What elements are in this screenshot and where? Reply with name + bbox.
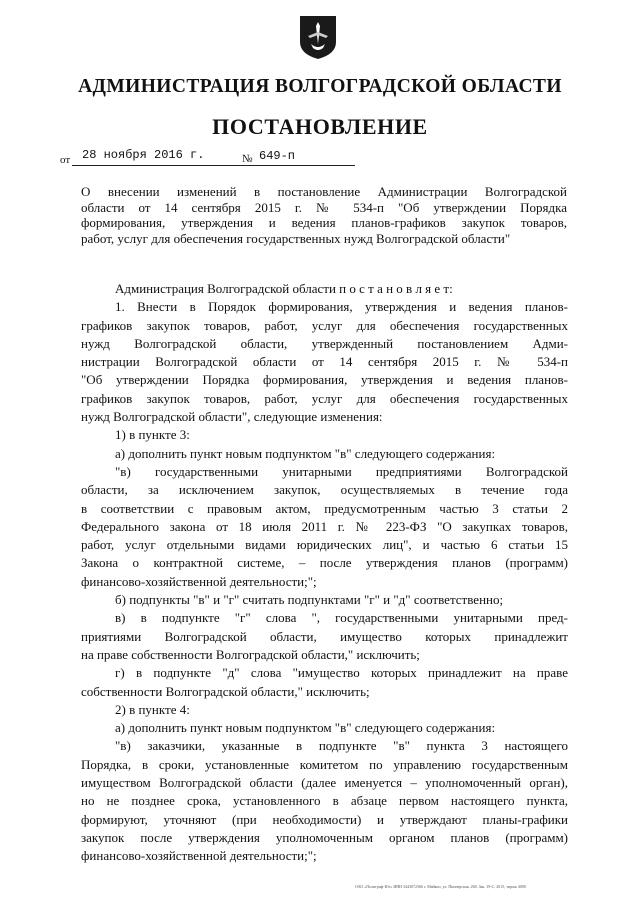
body-line: но не позднее срока, установленного в абзаце первом настоящего пункта, bbox=[81, 793, 568, 809]
body-line: приятиями Волгоградской области, имущество которых принадлежит bbox=[81, 628, 568, 644]
document-type-title: ПОСТАНОВЛЕНИЕ bbox=[212, 114, 428, 139]
body-line: формируют, уточняют (при необходимости) и утверждают планы-графики bbox=[81, 811, 568, 827]
document-number: 649-п bbox=[259, 149, 296, 163]
document-body bbox=[81, 280, 568, 866]
body-line: на праве собственности Волгоградской области," исключить; bbox=[81, 646, 420, 662]
body-line: Порядка, в сроки, установленные комитетом по управлению государственным bbox=[81, 756, 568, 772]
body-line: Администрация Волгоградской области п о с т а н о в л я е т: bbox=[115, 281, 453, 296]
body-line: "в) государственными унитарными предприятиями Волгоградской bbox=[115, 463, 568, 479]
subject-line: О внесении изменений в постановление Администрации Волгоградской bbox=[81, 184, 567, 199]
body-line: графиков закупок товаров, работ, услуг для обеспечения государственных bbox=[81, 390, 568, 406]
date-value: 28 ноября 2016 г. bbox=[82, 148, 205, 162]
date-underline bbox=[72, 165, 282, 166]
body-line: закупок после утверждения уполномоченным органом планов (программ) bbox=[81, 829, 568, 845]
subject-line: области от 14 сентября 2015 г. № 534-п "Об утверждении Порядка bbox=[81, 199, 567, 215]
body-line: области, за исключением закупок, осуществляемых в течение года bbox=[81, 482, 568, 498]
date-number-row bbox=[60, 148, 360, 168]
body-line: нужд Волгоградской области", следующие изменения: bbox=[81, 409, 383, 425]
body-line: нужд Волгоградской области, утвержденный постановлением Адми- bbox=[81, 335, 568, 351]
number-sign: № bbox=[242, 153, 253, 165]
body-line: 2) в пункте 4: bbox=[115, 701, 190, 717]
body-line: г) в подпункте "д" слова "имущество которых принадлежит на праве bbox=[115, 665, 568, 681]
body-line: Закона о контрактной системе, – после утверждения планов (программ) bbox=[81, 555, 568, 571]
body-line: нистрации Волгоградской области от 14 сентября 2015 г. № 534-п bbox=[81, 354, 568, 370]
subject-line: работ, услуг для обеспечения государственных нужд Волгоградской области" bbox=[81, 230, 511, 246]
body-line: в) в подпункте "г" слова ", государственными унитарными пред- bbox=[115, 610, 568, 626]
printer-imprint: ОАО «Полиграф-Юг» ИНН 3443072366 г. Майкоп, ул. Пионерская, 268. Зак. 19-С, 2015, тираж 4000 bbox=[355, 884, 526, 889]
coat-of-arms-icon bbox=[298, 14, 338, 60]
body-line: а) дополнить пункт новым подпунктом "в" следующего содержания: bbox=[115, 720, 496, 736]
body-line: графиков закупок товаров, работ, услуг для обеспечения государственных bbox=[81, 317, 568, 333]
body-line: финансово-хозяйственной деятельности;"; bbox=[81, 848, 317, 864]
document-subject bbox=[81, 184, 567, 246]
body-line: а) дополнить пункт новым подпунктом "в" следующего содержания: bbox=[115, 445, 496, 461]
body-line: в соответствии с правовым актом, предусмотренным частью 3 статьи 2 bbox=[81, 500, 568, 516]
body-line: б) подпункты "в" и "г" считать подпунктами "г" и "д" соответственно; bbox=[115, 592, 504, 608]
body-line: собственности Волгоградской области," исключить; bbox=[81, 683, 370, 699]
date-prefix: от bbox=[60, 154, 71, 166]
body-line: Федерального закона от 18 июля 2011 г. № 223-ФЗ "О закупках товаров, bbox=[81, 518, 568, 534]
body-line: "Об утверждении Порядка формирования, утверждения и ведения планов- bbox=[81, 372, 568, 388]
body-line: "в) заказчики, указанные в подпункте "в" пункта 3 настоящего bbox=[115, 738, 568, 754]
organization-name: АДМИНИСТРАЦИЯ ВОЛГОГРАДСКОЙ ОБЛАСТИ bbox=[78, 76, 562, 97]
body-line: 1. Внести в Порядок формирования, утверждения и ведения планов- bbox=[115, 299, 568, 315]
body-line: финансово-хозяйственной деятельности;"; bbox=[81, 573, 317, 589]
body-line: имуществом Волгоградской области (далее именуется – уполномоченный орган), bbox=[81, 775, 568, 791]
body-line: 1) в пункте 3: bbox=[115, 427, 190, 443]
body-line: работ, услуг отдельными видами юридических лиц", и частью 6 статьи 15 bbox=[81, 537, 568, 553]
subject-line: формирования, утверждения и ведения планов-графиков закупок товаров, bbox=[81, 215, 567, 230]
number-underline bbox=[255, 165, 355, 166]
